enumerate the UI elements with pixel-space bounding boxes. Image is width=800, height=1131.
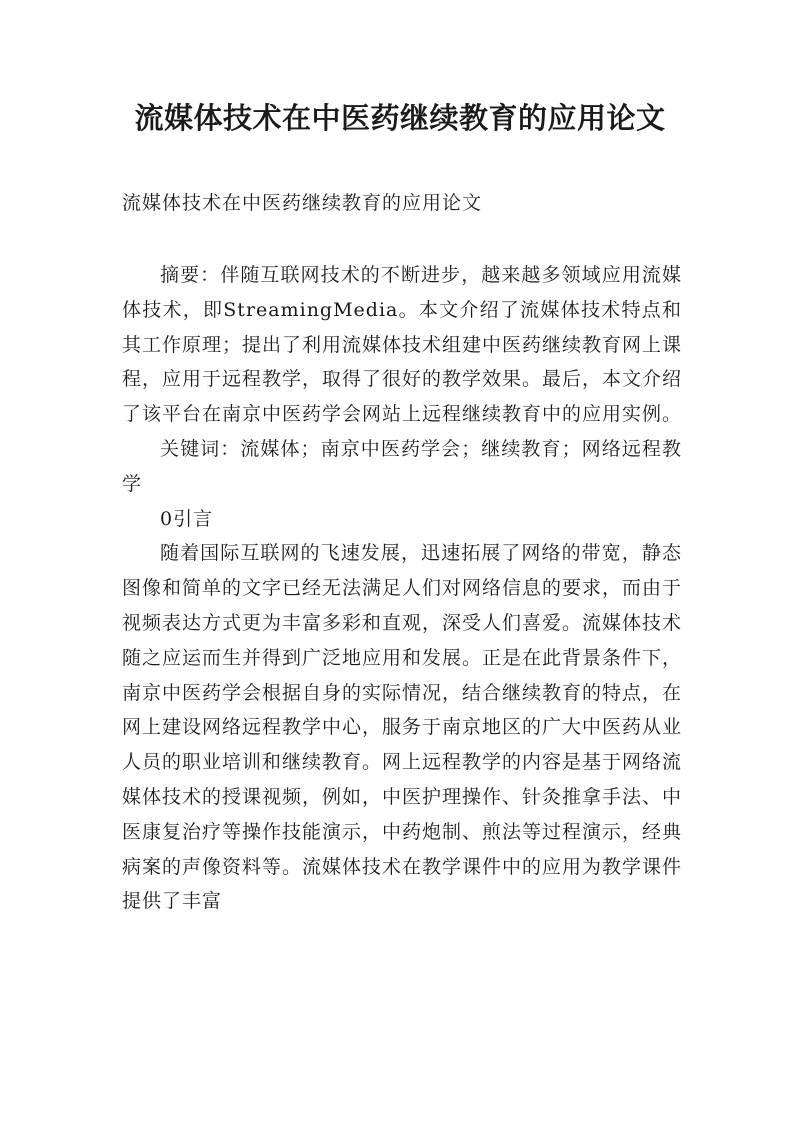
section-heading: 0引言: [160, 507, 214, 530]
keywords-paragraph: 关键词：流媒体；南京中医药学会；继续教育；网络远程教学: [122, 437, 682, 495]
intro-paragraph: 随着国际互联网的飞速发展，迅速拓展了网络的带宽，静态图像和简单的文字已经无法满足人们对网络信息的要求，而由于视频表达方式更为丰富多彩和直观，深受人们喜爱。流媒体技术随之应运而生并得到广泛地应用和发展。正是在此背景条件下，南京中医药学会根据自身的实际情况，结合继续教育的特点，在网上建设网络远程教学中心，服务于南京地区的广大中医药从业人员的职业培训和继续教育。网上远程教学的内容是基于网络流媒体技术的授课视频，例如，中医护理操作、针灸推拿手法、中医康复治疗等操作技能演示，中药炮制、煎法等过程演示，经典病案的声像资料等。流媒体技术在教学课件中的应用为教学课件提供了丰富: [122, 542, 683, 913]
document-title: 流媒体技术在中医药继续教育的应用论文: [134, 101, 666, 135]
document-subtitle: 流媒体技术在中医药继续教育的应用论文: [122, 192, 483, 214]
document-body: [122, 258, 682, 919]
abstract-paragraph: 摘要：伴随互联网技术的不断进步，越来越多领域应用流媒体技术，即StreamingMedia。本文介绍了流媒体技术特点和其工作原理；提出了利用流媒体技术组建中医药继续教育网上课程，应用于远程教学，取得了很好的教学效果。最后，本文介绍了该平台在南京中医药学会网站上远程继续教育中的应用实例。: [122, 264, 683, 426]
